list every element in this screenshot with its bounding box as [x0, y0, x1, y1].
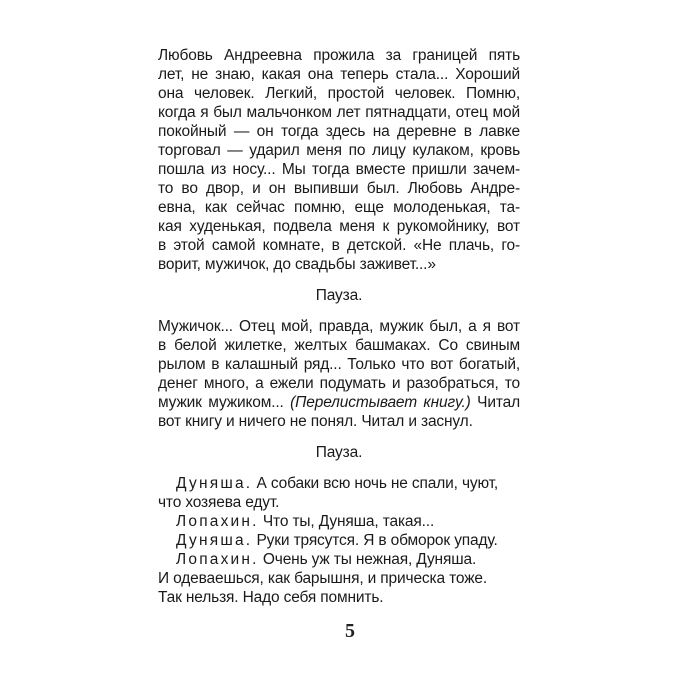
- page-number: 5: [345, 620, 355, 642]
- stage-direction-pause: Пауза.: [315, 287, 363, 304]
- text-line: она человек. Легкий, простой человек. Помню,: [158, 85, 520, 102]
- text-line: в белой жилетке, желтых башмаках. Со свиным: [158, 337, 520, 354]
- stage-direction-pause: Пауза.: [315, 444, 363, 461]
- dialogue-line: Так нельзя. Надо себя помнить.: [158, 589, 384, 606]
- text-line: кая худенькая, подвела меня к рукомойнику, вот: [158, 218, 520, 235]
- dialogue-line: Дуняша. А собаки всю ночь не спали, чуют,: [176, 475, 499, 492]
- page-text: [158, 46, 520, 607]
- monologue-paragraph-1: [158, 46, 520, 274]
- dialogue-line: И одеваешься, как барышня, и прическа тоже.: [158, 570, 488, 587]
- text-line: вот книгу и ничего не понял. Читал и заснул.: [158, 413, 473, 430]
- dialogue-line: Дуняша. Руки трясутся. Я в обморок упаду.: [176, 532, 498, 549]
- text-line: то во двор, и он выпивши был. Любовь Андре-: [158, 180, 520, 197]
- dialogue-line: Лопахин. Очень уж ты нежная, Дуняша.: [176, 551, 477, 568]
- monologue-paragraph-2: [158, 317, 520, 431]
- text-line: покойный — он тогда здесь на деревне в лавке: [158, 123, 520, 140]
- speaker-name: Лопахин.: [176, 513, 259, 530]
- text-line: рылом в калашный ряд... Только что вот богатый,: [158, 356, 520, 373]
- text-line: торговал — ударил меня по лицу кулаком, кровь: [158, 142, 520, 159]
- stage-direction-inline: (Перелистывает книгу.): [290, 394, 471, 411]
- text-line: евна, как сейчас помню, еще молоденькая, та-: [158, 199, 520, 216]
- speaker-name: Лопахин.: [176, 551, 259, 568]
- text-line: лет, не знаю, какая она теперь стала... Хороший: [158, 66, 520, 83]
- dialogue-block: [158, 474, 520, 607]
- text-line: денег много, а ежели подумать и разобраться, то: [158, 375, 520, 392]
- dialogue-line: Лопахин. Что ты, Дуняша, такая...: [176, 513, 435, 530]
- text-line: мужик мужиком... (Перелистывает книгу.) Читал: [158, 394, 520, 411]
- text-line: ворит, мужичок, до свадьбы заживет...»: [158, 256, 436, 273]
- speaker-name: Дуняша.: [176, 532, 253, 549]
- speaker-name: Дуняша.: [176, 475, 253, 492]
- dialogue-line: что хозяева едут.: [158, 494, 280, 511]
- text-line: Мужичок... Отец мой, правда, мужик был, а я вот: [158, 318, 520, 335]
- text-line: в этой самой комнате, в детской. «Не плачь, го-: [158, 237, 520, 254]
- text-line: пошла из носу... Мы тогда вместе пришли зачем-: [158, 161, 520, 178]
- text-line: Любовь Андреевна прожила за границей пять: [158, 47, 520, 64]
- text-line: когда я был мальчонком лет пятнадцати, отец мой: [158, 104, 520, 121]
